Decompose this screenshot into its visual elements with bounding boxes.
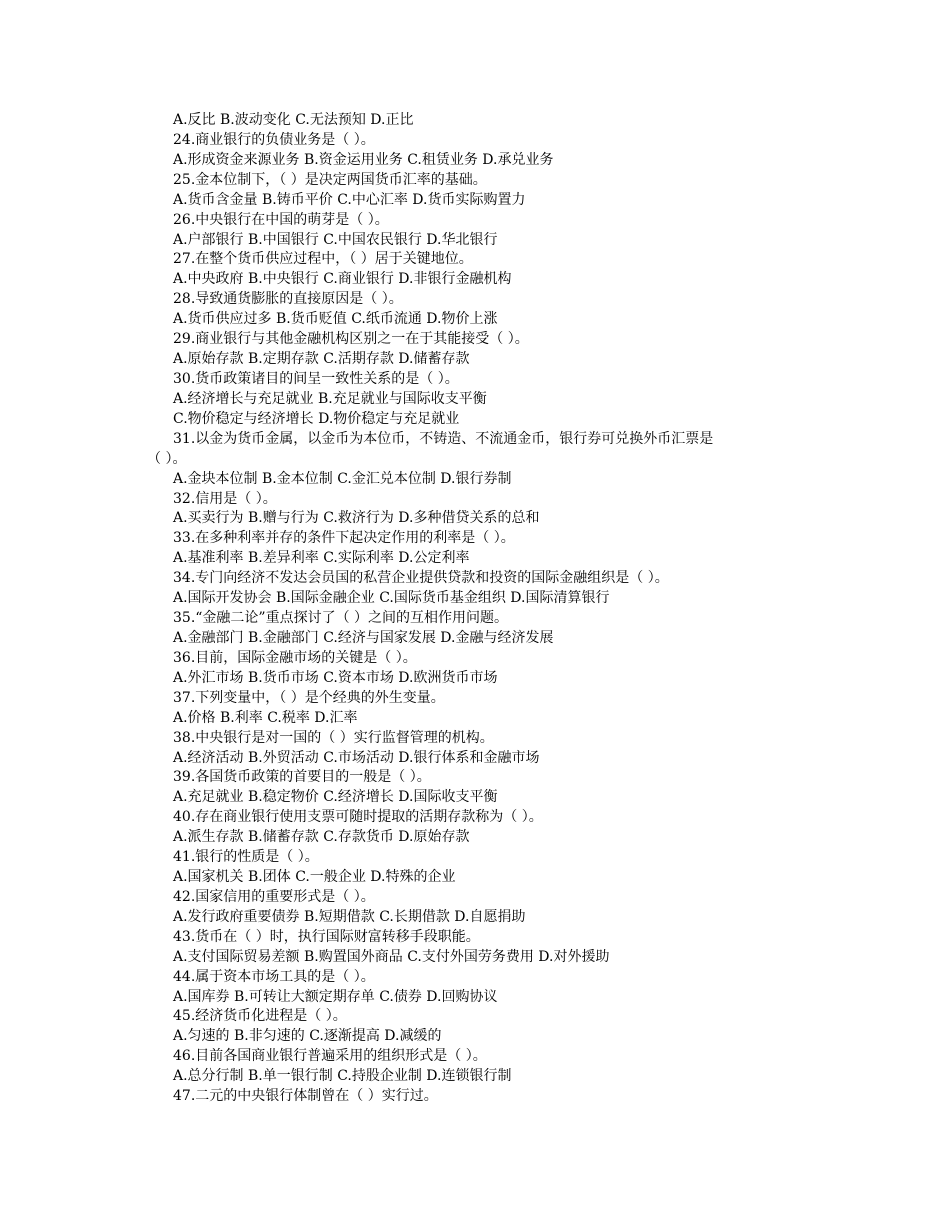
question-list bbox=[147, 111, 807, 1107]
option-line: A.户部银行 B.中国银行 C.中国农民银行 D.华北银行 bbox=[173, 231, 498, 248]
option-line: A.货币供应过多 B.货币贬值 C.纸币流通 D.物价上涨 bbox=[173, 311, 498, 328]
question-line: 34.专门向经济不发达会员国的私营企业提供贷款和投资的国际金融组织是（ ）。 bbox=[173, 570, 669, 587]
option-line: A.派生存款 B.储蓄存款 C.存款货币 D.原始存款 bbox=[173, 829, 470, 846]
question-line: 39.各国货币政策的首要目的一般是（ ）。 bbox=[173, 769, 431, 786]
option-line: A.外汇市场 B.货币市场 C.资本市场 D.欧洲货币市场 bbox=[173, 669, 498, 686]
option-line: A.国际开发协会 B.国际金融企业 C.国际货币基金组织 D.国际清算银行 bbox=[173, 590, 610, 607]
question-line: 46.目前各国商业银行普遍采用的组织形式是（ ）。 bbox=[173, 1048, 487, 1065]
question-line: 24.商业银行的负债业务是（ ）。 bbox=[173, 131, 375, 148]
question-line: 29.商业银行与其他金融机构区别之一在于其能接受（ ）。 bbox=[173, 331, 529, 348]
option-line: A.发行政府重要债券 B.短期借款 C.长期借款 D.自愿捐助 bbox=[173, 908, 526, 925]
option-line: A.经济活动 B.外贸活动 C.市场活动 D.银行体系和金融市场 bbox=[173, 749, 540, 766]
option-line: A.价格 B.利率 C.税率 D.汇率 bbox=[173, 709, 358, 726]
question-line: 47.二元的中央银行体制曾在（ ）实行过。 bbox=[173, 1088, 438, 1105]
option-line: A.基准利率 B.差异利率 C.实际利率 D.公定利率 bbox=[173, 550, 470, 567]
question-line: 32.信用是（ ）。 bbox=[173, 490, 277, 507]
option-line: A.金块本位制 B.金本位制 C.金汇兑本位制 D.银行券制 bbox=[173, 470, 512, 487]
option-line: A.匀速的 B.非匀速的 C.逐渐提高 D.减缓的 bbox=[173, 1028, 442, 1045]
option-line: A.货币含金量 B.铸币平价 C.中心汇率 D.货币实际购置力 bbox=[173, 191, 526, 208]
question-line-continuation: （ ）。 bbox=[147, 450, 187, 467]
option-line: A.支付国际贸易差额 B.购置国外商品 C.支付外国劳务费用 D.对外援助 bbox=[173, 948, 610, 965]
question-line: 42.国家信用的重要形式是（ ）。 bbox=[173, 888, 375, 905]
option-line: A.国库券 B.可转让大额定期存单 C.债券 D.回购协议 bbox=[173, 988, 498, 1005]
question-line: 37.下列变量中，（ ）是个经典的外生变量。 bbox=[173, 689, 445, 706]
question-line: 28.导致通货膨胀的直接原因是（ ）。 bbox=[173, 291, 403, 308]
option-line: A.经济增长与充足就业 B.充足就业与国际收支平衡 bbox=[173, 390, 487, 407]
option-line: A.金融部门 B.金融部门 C.经济与国家发展 D.金融与经济发展 bbox=[173, 629, 554, 646]
question-line: 33.在多种利率并存的条件下起决定作用的利率是（ ）。 bbox=[173, 530, 515, 547]
question-line: 45.经济货币化进程是（ ）。 bbox=[173, 1008, 347, 1025]
option-line: A.原始存款 B.定期存款 C.活期存款 D.储蓄存款 bbox=[173, 351, 470, 368]
option-line: A.中央政府 B.中央银行 C.商业银行 D.非银行金融机构 bbox=[173, 271, 512, 288]
question-line: 44.属于资本市场工具的是（ ）。 bbox=[173, 968, 375, 985]
option-line: A.总分行制 B.单一银行制 C.持股企业制 D.连锁银行制 bbox=[173, 1068, 512, 1085]
question-line: 41.银行的性质是（ ）。 bbox=[173, 849, 319, 866]
option-line: A.买卖行为 B.赠与行为 C.救济行为 D.多种借贷关系的总和 bbox=[173, 510, 540, 527]
question-line: 30.货币政策诸目的间呈一致性关系的是（ ）。 bbox=[173, 370, 459, 387]
question-line: 40.存在商业银行使用支票可随时提取的活期存款称为（ ）。 bbox=[173, 809, 543, 826]
question-line: 31.以金为货币金属，以金币为本位币，不铸造、不流通金币，银行券可兑换外币汇票是 bbox=[173, 430, 714, 447]
question-line: 27.在整个货币供应过程中，（ ）居于关键地位。 bbox=[173, 251, 473, 268]
question-line: 35.“金融二论”重点探讨了（ ）之间的互相作用问题。 bbox=[173, 610, 509, 627]
question-line: 38.中央银行是对一国的（ ）实行监督管理的机构。 bbox=[173, 729, 494, 746]
question-line: 25.金本位制下，（ ）是决定两国货币汇率的基础。 bbox=[173, 171, 487, 188]
option-line: A.国家机关 B.团体 C.一般企业 D.特殊的企业 bbox=[173, 869, 456, 886]
question-line: 26.中央银行在中国的萌芽是（ ）。 bbox=[173, 211, 389, 228]
option-line: A.反比 B.波动变化 C.无法预知 D.正比 bbox=[173, 112, 414, 128]
option-line: C.物价稳定与经济增长 D.物价稳定与充足就业 bbox=[173, 410, 460, 427]
option-line: A.充足就业 B.稳定物价 C.经济增长 D.国际收支平衡 bbox=[173, 789, 498, 806]
question-line: 36.目前，国际金融市场的关键是（ ）。 bbox=[173, 649, 417, 666]
option-line: A.形成资金来源业务 B.资金运用业务 C.租赁业务 D.承兑业务 bbox=[173, 151, 554, 168]
question-line: 43.货币在（ ）时，执行国际财富转移手段职能。 bbox=[173, 928, 480, 945]
